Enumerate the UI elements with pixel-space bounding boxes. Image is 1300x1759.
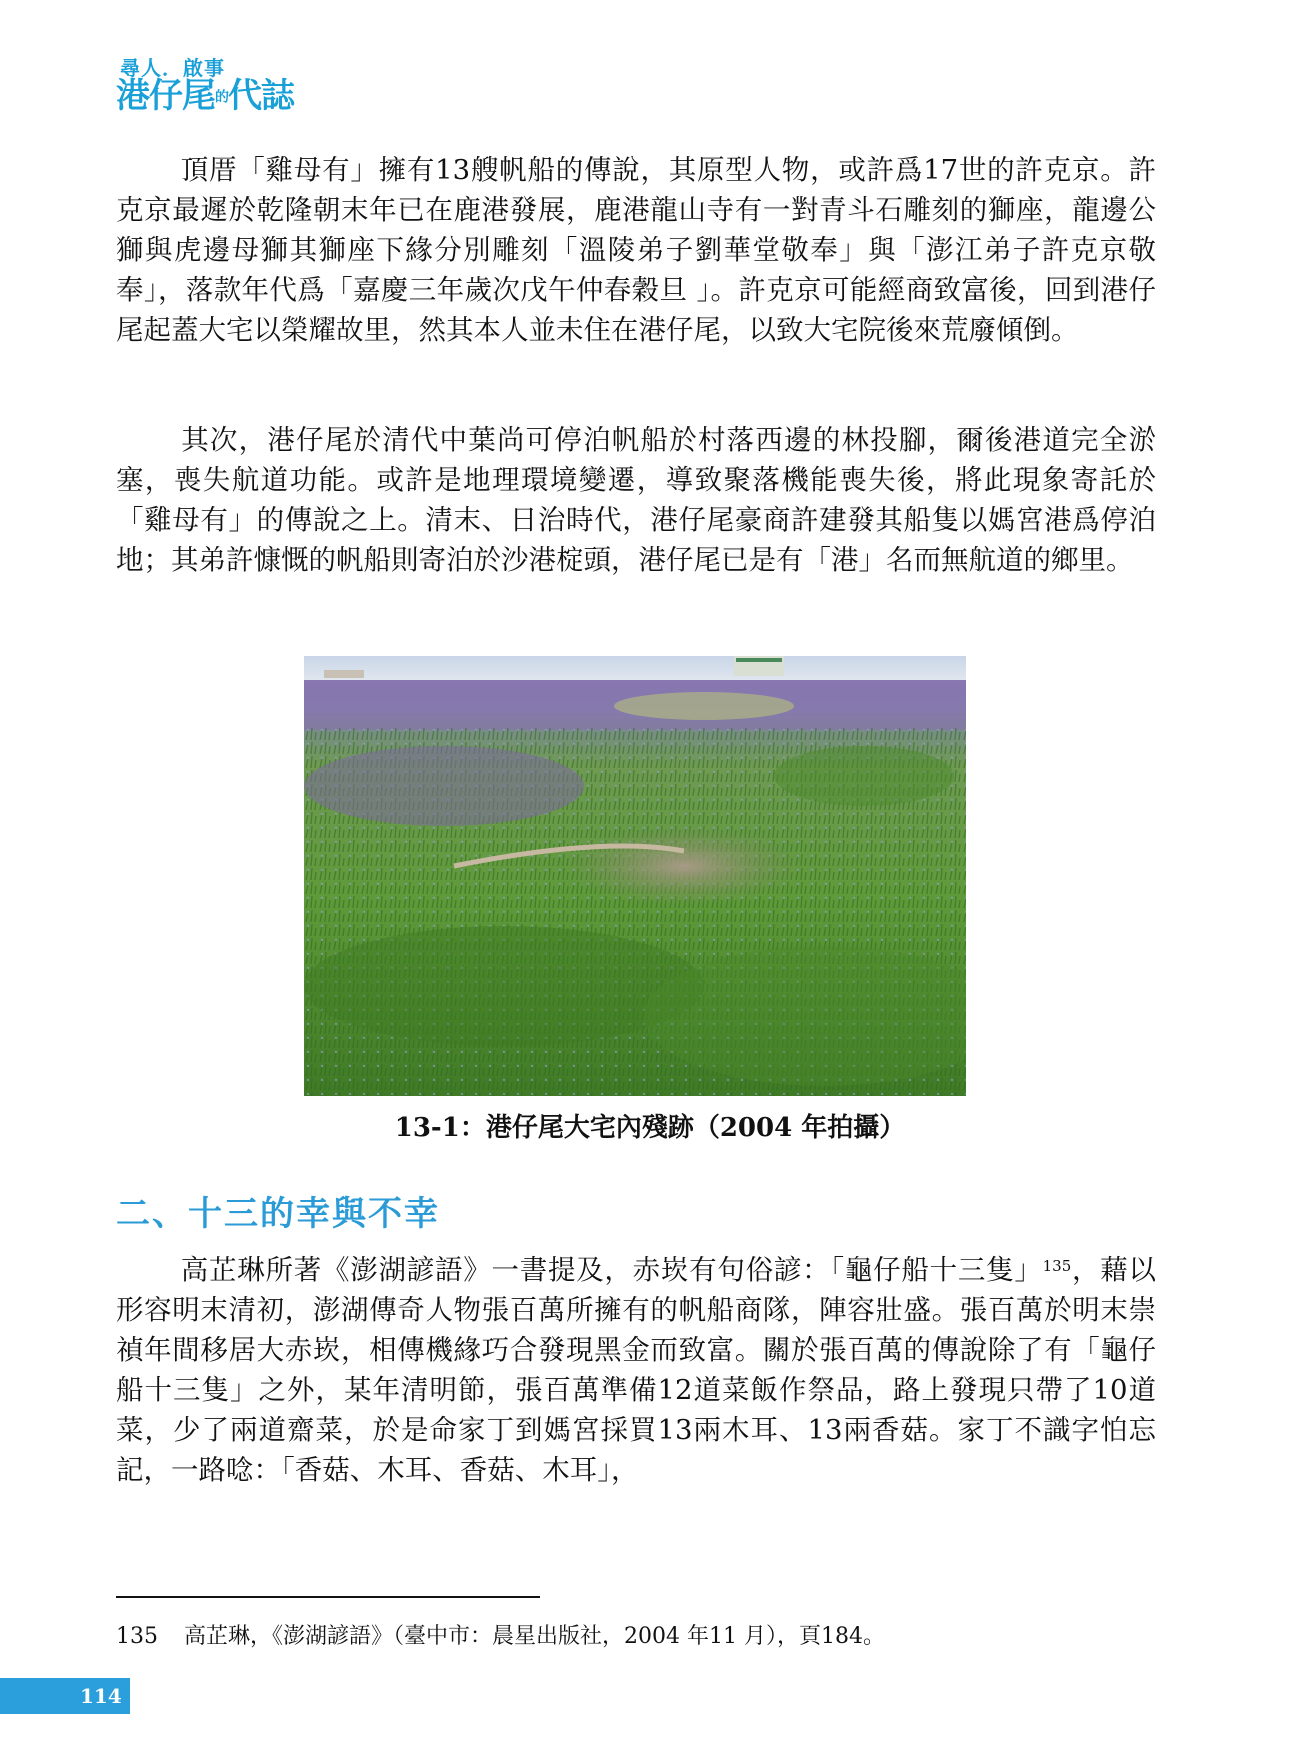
body-paragraph-1 (116, 150, 1156, 350)
body-paragraph-3 (116, 1250, 1156, 1490)
section-heading: 二、十三的幸與不幸 (116, 1194, 440, 1234)
paragraph-2-text: 其次，港仔尾於清代中葉尚可停泊帆船於村落西邊的林投腳，爾後港道完全淤塞，喪失航道功能。或許是地理環境變遷，導致聚落機能喪失後，將此現象寄託於「雞母有」的傳說之上。清末、日治時代，港仔尾豪商許建發其船隻以媽宮港爲停泊地；其弟許慷慨的帆船則寄泊於沙港椗頭，港仔尾已是有「港」名而無航道的鄉里。 (116, 424, 1156, 576)
body-paragraph-2 (116, 420, 1156, 580)
field-photo (304, 656, 966, 1096)
header-title-connector: 的 (215, 89, 228, 106)
header-title-part2: 代誌 (228, 76, 294, 116)
header-title-part1: 港仔尾 (116, 76, 215, 116)
header-title (116, 76, 294, 118)
photo-caption: 13-1：港仔尾大宅內殘跡（2004 年拍攝） (394, 1113, 906, 1143)
footnote-reference: 135 (1042, 1257, 1072, 1275)
footnote-number: 135 (116, 1624, 158, 1649)
paragraph-3-text-a: 高芷琳所著《澎湖諺語》一書提及，赤崁有句俗諺：「龜仔船十三隻」 (180, 1254, 1043, 1286)
footnote (116, 1622, 885, 1652)
footnote-divider (116, 1596, 540, 1598)
footnote-text: 高芷琳，《澎湖諺語》（臺中市：晨星出版社，2004 年11 月），頁184。 (184, 1624, 885, 1649)
paragraph-1-text: 頂厝「雞母有」擁有13艘帆船的傳說，其原型人物，或許爲17世的許克京。許克京最遲於乾隆朝末年已在鹿港發展，鹿港龍山寺有一對青斗石雕刻的獅座，龍邊公獅與虎邊母獅其獅座下緣分別雕刻「溫陵弟子劉華堂敬奉」與「澎江弟子許克京敬奉」，落款年代爲「嘉慶三年歲次戊午仲春穀旦 」。許克京可能經商致富後，回到港仔尾起蓋大宅以榮耀故里，然其本人並未住在港仔尾，以致大宅院後來荒廢傾倒。 (116, 154, 1156, 346)
page-number: 114 (80, 1684, 122, 1708)
paragraph-3-text-b: ，藉以形容明末清初，澎湖傳奇人物張百萬所擁有的帆船商隊，陣容壯盛。張百萬於明末崇禎年間移居大赤崁，相傳機緣巧合發現黑金而致富。關於張百萬的傳說除了有「龜仔船十三隻」之外，某年清明節，張百萬準備12道菜飯作祭品，路上發現只帶了10道菜，少了兩道齋菜，於是命家丁到媽宮採買13兩木耳、13兩香菇。家丁不識字怕忘記，一路唸：「香菇、木耳、香菇、木耳」， (116, 1254, 1157, 1486)
running-header (116, 56, 446, 116)
header-subtitle: 尋人．啟事 (120, 56, 225, 80)
field-photo-image (304, 656, 966, 1096)
